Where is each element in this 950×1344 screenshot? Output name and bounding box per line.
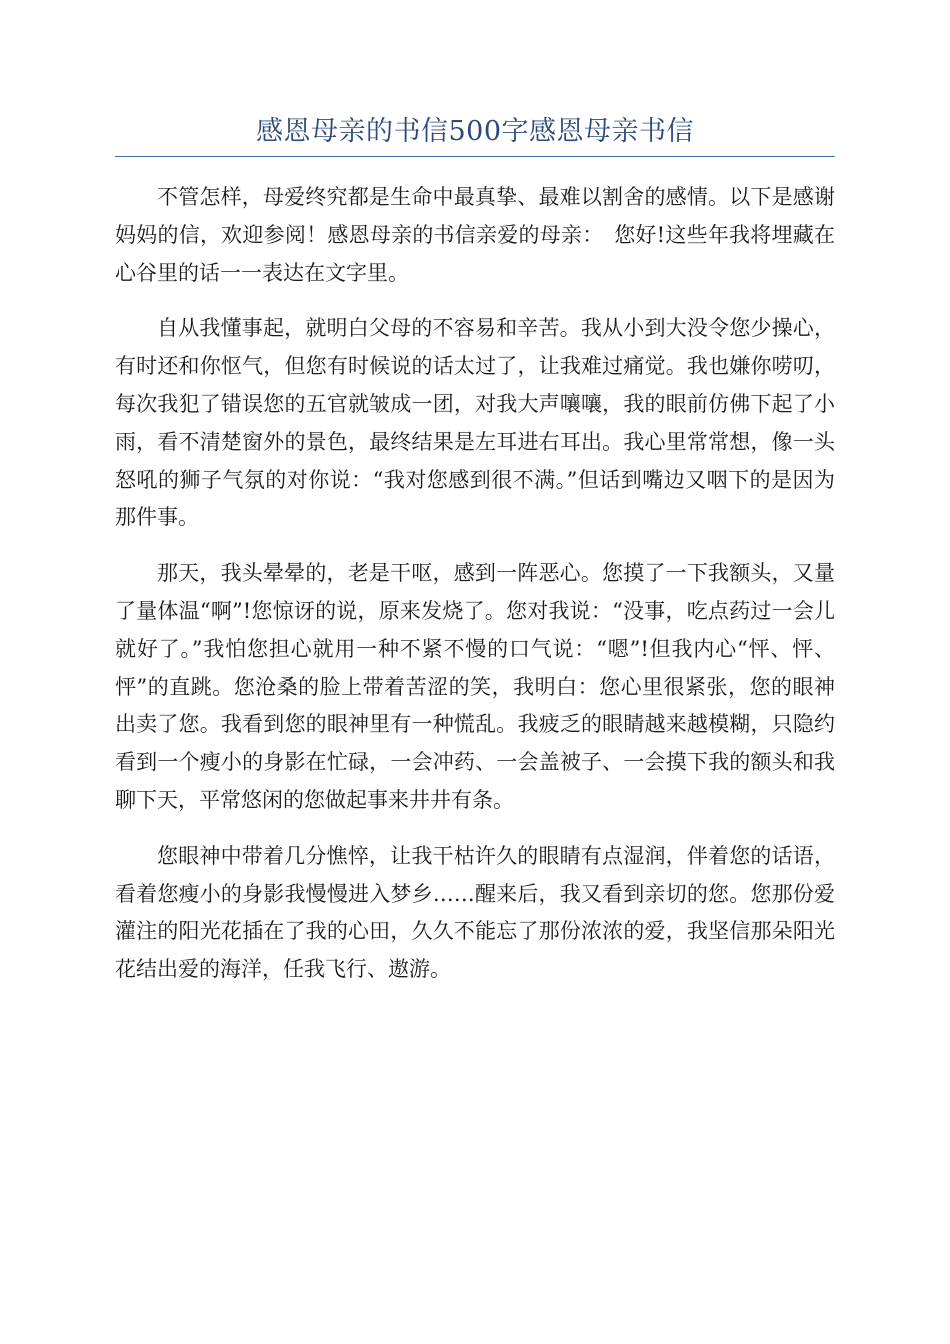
paragraph-2: 自从我懂事起，就明白父母的不容易和辛苦。我从小到大没令您少操心，有时还和你怄气，但您有时候说的话太过了，让我难过痛觉。我也嫌你唠叨，每次我犯了错误您的五官就皱成一团，对我大声嚷嚷，我的眼前仿佛下起了小雨，看不清楚窗外的景色，最终结果是左耳进右耳出。我心里常常想，像一头怒吼的狮子气氛的对你说：“我对您感到很不满。”但话到嘴边又咽下的是因为那件事。 [115, 316, 835, 530]
paragraph-4: 您眼神中带着几分憔悴，让我干枯许久的眼睛有点湿润，伴着您的话语，看着您瘦小的身影我慢慢进入梦乡……醒来后，我又看到亲切的您。您那份爱灌注的阳光花插在了我的心田，久久不能忘了那份浓浓的爱，我坚信那朵阳光花结出爱的海洋，任我飞行、遨游。 [115, 843, 835, 982]
paragraph-1: 不管怎样，母爱终究都是生命中最真挚、最难以割舍的感情。以下是感谢妈妈的信，欢迎参阅！感恩母亲的书信亲爱的母亲： 您好!这些年我将埋藏在心谷里的话一一表达在文字里。 [115, 185, 835, 285]
document-title: 感恩母亲的书信500字感恩母亲书信 [115, 112, 835, 157]
paragraph-3: 那天，我头晕晕的，老是干呕，感到一阵恶心。您摸了一下我额头，又量了量体温“啊”!您惊讶的说，原来发烧了。您对我说：“没事，吃点药过一会儿就好了。”我怕您担心就用一种不紧不慢的口气说：“嗯”!但我内心“怦、怦、怦”的直跳。您沧桑的脸上带着苦涩的笑，我明白：您心里很紧张，您的眼神出卖了您。我看到您的眼神里有一种慌乱。我疲乏的眼睛越来越模糊，只隐约看到一个瘦小的身影在忙碌，一会冲药、一会盖被子、一会摸下我的额头和我聊下天，平常悠闲的您做起事来井井有条。 [115, 561, 835, 812]
document-body [115, 179, 835, 989]
document-page [115, 112, 835, 1007]
